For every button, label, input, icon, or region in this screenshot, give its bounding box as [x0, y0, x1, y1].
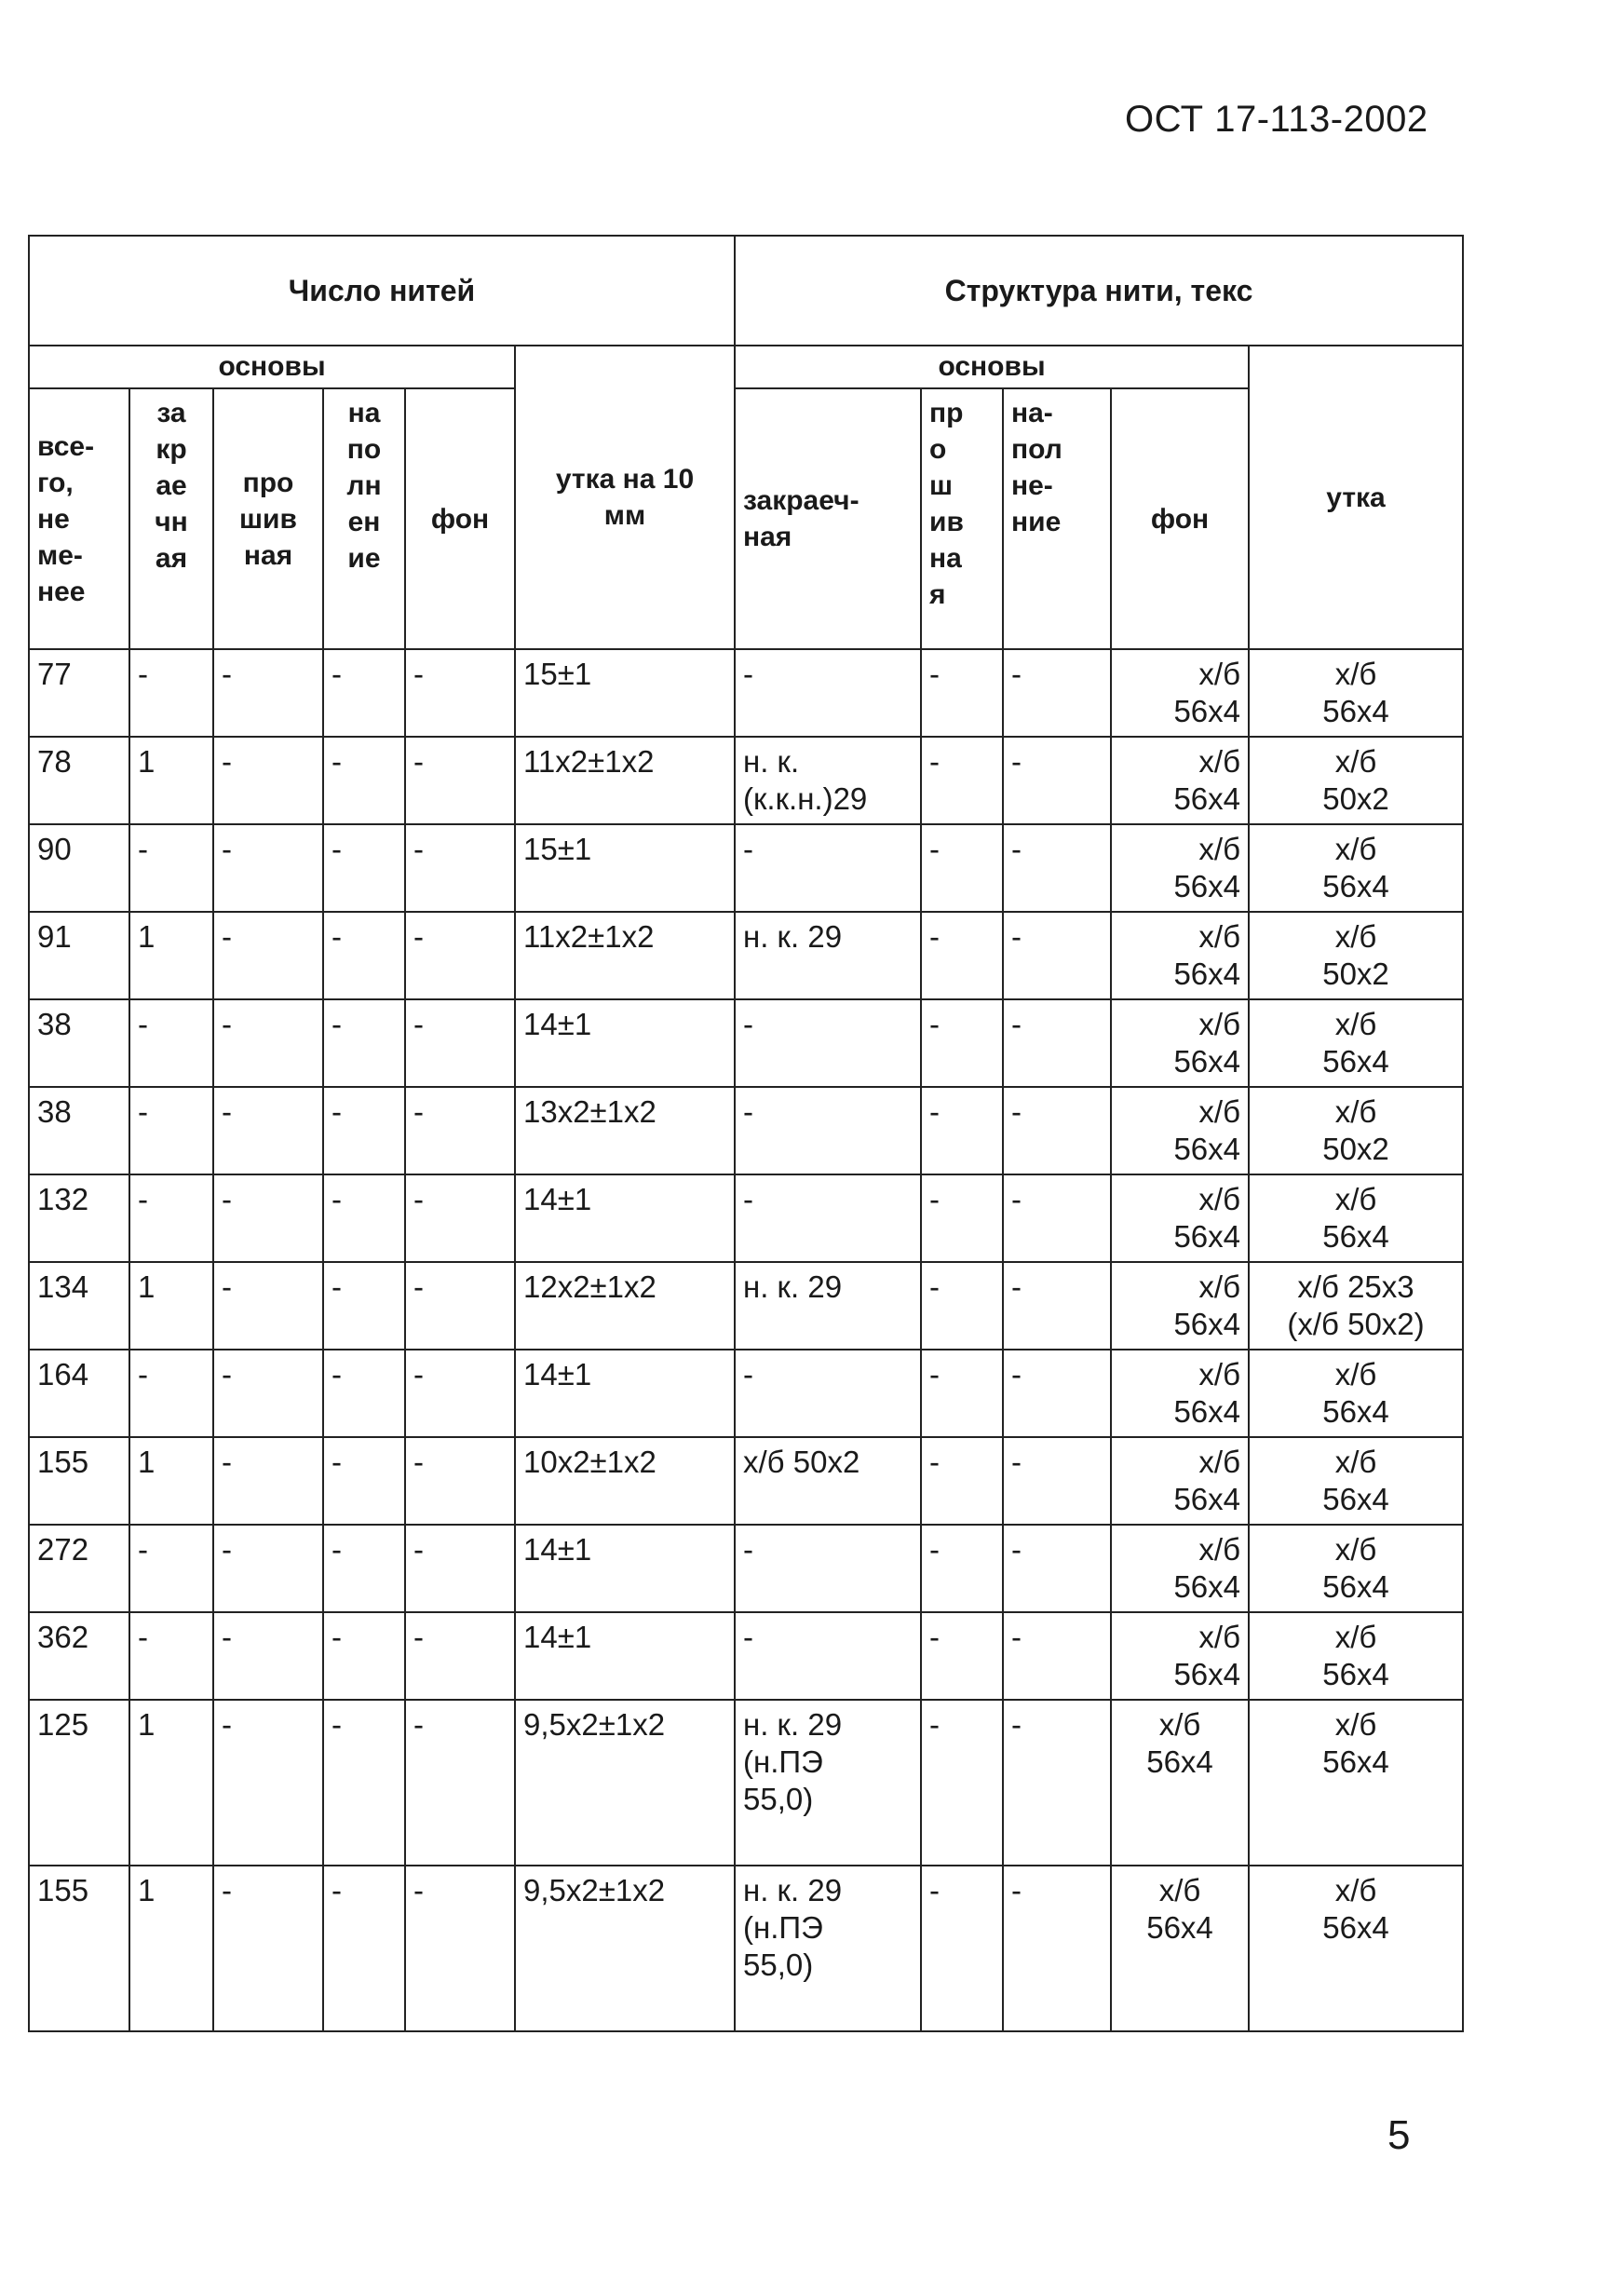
cell-filling: -	[323, 1087, 405, 1174]
page-number: 5	[1387, 2112, 1411, 2158]
cell-struct-filling: -	[1003, 1087, 1111, 1174]
cell-selvage: 1	[129, 1866, 213, 2031]
cell-struct-stitching: -	[921, 1525, 1003, 1612]
cell-selvage: 1	[129, 912, 213, 999]
cell-filling: -	[323, 1174, 405, 1262]
col-struct-ground: фон	[1111, 388, 1249, 649]
table-row	[29, 649, 1463, 737]
cell-struct-selvage: х/б 50х2	[735, 1437, 921, 1525]
cell-struct-selvage: -	[735, 1174, 921, 1262]
cell-total: 362	[29, 1612, 129, 1700]
cell-struct-ground: х/б 56х4	[1111, 1525, 1249, 1612]
table-row	[29, 1700, 1463, 1866]
cell-weft-density: 15±1	[515, 649, 735, 737]
cell-struct-ground: х/б 56х4	[1111, 1612, 1249, 1700]
group-header-thread-count: Число нитей	[29, 236, 735, 346]
cell-struct-filling: -	[1003, 1700, 1111, 1866]
cell-struct-stitching: -	[921, 737, 1003, 824]
cell-ground: -	[405, 1866, 515, 2031]
cell-total: 90	[29, 824, 129, 912]
cell-struct-weft: х/б 56х4	[1249, 999, 1463, 1087]
cell-struct-weft: х/б 50х2	[1249, 737, 1463, 824]
cell-stitching: -	[213, 824, 323, 912]
cell-struct-weft: х/б 50х2	[1249, 912, 1463, 999]
cell-selvage: -	[129, 649, 213, 737]
cell-weft-density: 9,5х2±1х2	[515, 1700, 735, 1866]
cell-stitching: -	[213, 737, 323, 824]
table-row	[29, 737, 1463, 824]
cell-struct-stitching: -	[921, 1350, 1003, 1437]
subheader-warp-structure: основы	[735, 346, 1249, 388]
cell-total: 91	[29, 912, 129, 999]
cell-weft-density: 10х2±1х2	[515, 1437, 735, 1525]
col-struct-selvage: закраеч- ная	[735, 388, 921, 649]
cell-selvage: -	[129, 1612, 213, 1700]
cell-struct-filling: -	[1003, 1350, 1111, 1437]
cell-weft-density: 14±1	[515, 1525, 735, 1612]
cell-filling: -	[323, 1350, 405, 1437]
cell-selvage: -	[129, 1350, 213, 1437]
thread-spec-table	[28, 235, 1464, 2032]
col-struct-stitching: пр о ш ив на я	[921, 388, 1003, 649]
cell-stitching: -	[213, 1612, 323, 1700]
cell-stitching: -	[213, 912, 323, 999]
cell-filling: -	[323, 737, 405, 824]
col-weft-structure: утка	[1249, 346, 1463, 649]
cell-ground: -	[405, 1350, 515, 1437]
cell-total: 38	[29, 999, 129, 1087]
cell-weft-density: 12х2±1х2	[515, 1262, 735, 1350]
cell-struct-filling: -	[1003, 999, 1111, 1087]
table-row	[29, 999, 1463, 1087]
document-code: ОСТ 17-113-2002	[1125, 99, 1428, 140]
cell-struct-weft: х/б 25х3 (х/б 50х2)	[1249, 1262, 1463, 1350]
table-row	[29, 824, 1463, 912]
cell-total: 125	[29, 1700, 129, 1866]
cell-struct-filling: -	[1003, 1174, 1111, 1262]
cell-filling: -	[323, 1262, 405, 1350]
cell-selvage: 1	[129, 1262, 213, 1350]
cell-struct-stitching: -	[921, 824, 1003, 912]
cell-struct-selvage: -	[735, 1612, 921, 1700]
table-row	[29, 1612, 1463, 1700]
cell-struct-selvage: -	[735, 999, 921, 1087]
cell-struct-selvage: н. к. 29 (н.ПЭ 55,0)	[735, 1700, 921, 1866]
cell-ground: -	[405, 649, 515, 737]
cell-struct-selvage: -	[735, 824, 921, 912]
cell-struct-stitching: -	[921, 1087, 1003, 1174]
cell-struct-selvage: н. к. 29	[735, 1262, 921, 1350]
cell-total: 132	[29, 1174, 129, 1262]
cell-struct-selvage: -	[735, 1350, 921, 1437]
col-stitching: про шив ная	[213, 388, 323, 649]
cell-struct-ground: х/б 56х4	[1111, 1174, 1249, 1262]
cell-weft-density: 15±1	[515, 824, 735, 912]
cell-struct-stitching: -	[921, 1174, 1003, 1262]
cell-struct-weft: х/б 56х4	[1249, 1866, 1463, 2031]
cell-weft-density: 13х2±1х2	[515, 1087, 735, 1174]
cell-struct-filling: -	[1003, 649, 1111, 737]
cell-struct-weft: х/б 56х4	[1249, 1525, 1463, 1612]
cell-struct-stitching: -	[921, 1262, 1003, 1350]
cell-ground: -	[405, 1087, 515, 1174]
cell-struct-filling: -	[1003, 1262, 1111, 1350]
cell-stitching: -	[213, 1437, 323, 1525]
table-row	[29, 1350, 1463, 1437]
cell-ground: -	[405, 912, 515, 999]
cell-ground: -	[405, 1174, 515, 1262]
cell-struct-stitching: -	[921, 649, 1003, 737]
cell-ground: -	[405, 999, 515, 1087]
cell-selvage: -	[129, 1174, 213, 1262]
cell-selvage: -	[129, 824, 213, 912]
cell-total: 272	[29, 1525, 129, 1612]
cell-stitching: -	[213, 1866, 323, 2031]
cell-total: 164	[29, 1350, 129, 1437]
cell-struct-stitching: -	[921, 1437, 1003, 1525]
cell-struct-weft: х/б 56х4	[1249, 824, 1463, 912]
cell-selvage: -	[129, 999, 213, 1087]
cell-struct-selvage: н. к. 29	[735, 912, 921, 999]
cell-total: 77	[29, 649, 129, 737]
cell-filling: -	[323, 1700, 405, 1866]
group-header-thread-structure: Структура нити, текс	[735, 236, 1463, 346]
cell-ground: -	[405, 737, 515, 824]
cell-ground: -	[405, 824, 515, 912]
cell-selvage: 1	[129, 1700, 213, 1866]
cell-weft-density: 9,5х2±1х2	[515, 1866, 735, 2031]
cell-total: 38	[29, 1087, 129, 1174]
cell-struct-ground: х/б 56х4	[1111, 912, 1249, 999]
cell-struct-ground: х/б 56х4	[1111, 737, 1249, 824]
cell-struct-filling: -	[1003, 1612, 1111, 1700]
cell-struct-weft: х/б 56х4	[1249, 1612, 1463, 1700]
cell-struct-selvage: -	[735, 1525, 921, 1612]
cell-struct-filling: -	[1003, 1525, 1111, 1612]
col-ground: фон	[405, 388, 515, 649]
cell-struct-weft: х/б 56х4	[1249, 1174, 1463, 1262]
col-struct-filling: на- пол не- ние	[1003, 388, 1111, 649]
cell-struct-stitching: -	[921, 999, 1003, 1087]
subheader-warp-count: основы	[29, 346, 515, 388]
cell-total: 155	[29, 1437, 129, 1525]
cell-ground: -	[405, 1700, 515, 1866]
table-row	[29, 1525, 1463, 1612]
cell-selvage: 1	[129, 737, 213, 824]
cell-weft-density: 14±1	[515, 999, 735, 1087]
table-row	[29, 1174, 1463, 1262]
cell-struct-weft: х/б 56х4	[1249, 1437, 1463, 1525]
cell-struct-stitching: -	[921, 1612, 1003, 1700]
cell-weft-density: 14±1	[515, 1612, 735, 1700]
cell-stitching: -	[213, 999, 323, 1087]
cell-filling: -	[323, 1866, 405, 2031]
cell-filling: -	[323, 1437, 405, 1525]
cell-filling: -	[323, 649, 405, 737]
cell-filling: -	[323, 1612, 405, 1700]
cell-struct-ground: х/б 56х4	[1111, 1350, 1249, 1437]
cell-struct-ground: х/б 56х4	[1111, 649, 1249, 737]
table-row	[29, 1262, 1463, 1350]
cell-struct-weft: х/б 56х4	[1249, 649, 1463, 737]
cell-struct-selvage: н. к. (к.к.н.)29	[735, 737, 921, 824]
cell-struct-selvage: н. к. 29 (н.ПЭ 55,0)	[735, 1866, 921, 2031]
cell-struct-selvage: -	[735, 649, 921, 737]
cell-selvage: 1	[129, 1437, 213, 1525]
cell-struct-filling: -	[1003, 737, 1111, 824]
cell-filling: -	[323, 912, 405, 999]
cell-struct-stitching: -	[921, 912, 1003, 999]
cell-stitching: -	[213, 1350, 323, 1437]
table-row	[29, 1437, 1463, 1525]
cell-struct-filling: -	[1003, 824, 1111, 912]
cell-struct-ground: х/б 56х4	[1111, 1437, 1249, 1525]
cell-stitching: -	[213, 1525, 323, 1612]
cell-filling: -	[323, 1525, 405, 1612]
cell-stitching: -	[213, 1262, 323, 1350]
cell-struct-ground: х/б 56х4	[1111, 999, 1249, 1087]
cell-struct-ground: х/б 56х4	[1111, 1866, 1249, 2031]
cell-ground: -	[405, 1612, 515, 1700]
cell-total: 134	[29, 1262, 129, 1350]
cell-struct-stitching: -	[921, 1700, 1003, 1866]
cell-stitching: -	[213, 1087, 323, 1174]
cell-stitching: -	[213, 649, 323, 737]
cell-weft-density: 14±1	[515, 1174, 735, 1262]
col-weft-density: утка на 10 мм	[515, 346, 735, 649]
cell-struct-ground: х/б 56х4	[1111, 1700, 1249, 1866]
cell-struct-filling: -	[1003, 1866, 1111, 2031]
cell-struct-weft: х/б 56х4	[1249, 1350, 1463, 1437]
cell-struct-filling: -	[1003, 1437, 1111, 1525]
cell-total: 155	[29, 1866, 129, 2031]
cell-selvage: -	[129, 1087, 213, 1174]
cell-struct-stitching: -	[921, 1866, 1003, 2031]
cell-total: 78	[29, 737, 129, 824]
cell-filling: -	[323, 824, 405, 912]
cell-weft-density: 14±1	[515, 1350, 735, 1437]
col-filling: на по лн ен ие	[323, 388, 405, 649]
cell-ground: -	[405, 1437, 515, 1525]
table-row	[29, 1866, 1463, 2031]
cell-filling: -	[323, 999, 405, 1087]
cell-ground: -	[405, 1262, 515, 1350]
cell-struct-selvage: -	[735, 1087, 921, 1174]
cell-struct-weft: х/б 50х2	[1249, 1087, 1463, 1174]
cell-weft-density: 11х2±1х2	[515, 737, 735, 824]
cell-struct-ground: х/б 56х4	[1111, 1087, 1249, 1174]
cell-struct-ground: х/б 56х4	[1111, 1262, 1249, 1350]
col-selvage: за кр ае чн ая	[129, 388, 213, 649]
table-row	[29, 912, 1463, 999]
cell-stitching: -	[213, 1700, 323, 1866]
col-total: все- го, не ме- нее	[29, 388, 129, 649]
cell-weft-density: 11х2±1х2	[515, 912, 735, 999]
cell-struct-weft: х/б 56х4	[1249, 1700, 1463, 1866]
table-row	[29, 1087, 1463, 1174]
cell-selvage: -	[129, 1525, 213, 1612]
cell-stitching: -	[213, 1174, 323, 1262]
cell-ground: -	[405, 1525, 515, 1612]
cell-struct-ground: х/б 56х4	[1111, 824, 1249, 912]
cell-struct-filling: -	[1003, 912, 1111, 999]
